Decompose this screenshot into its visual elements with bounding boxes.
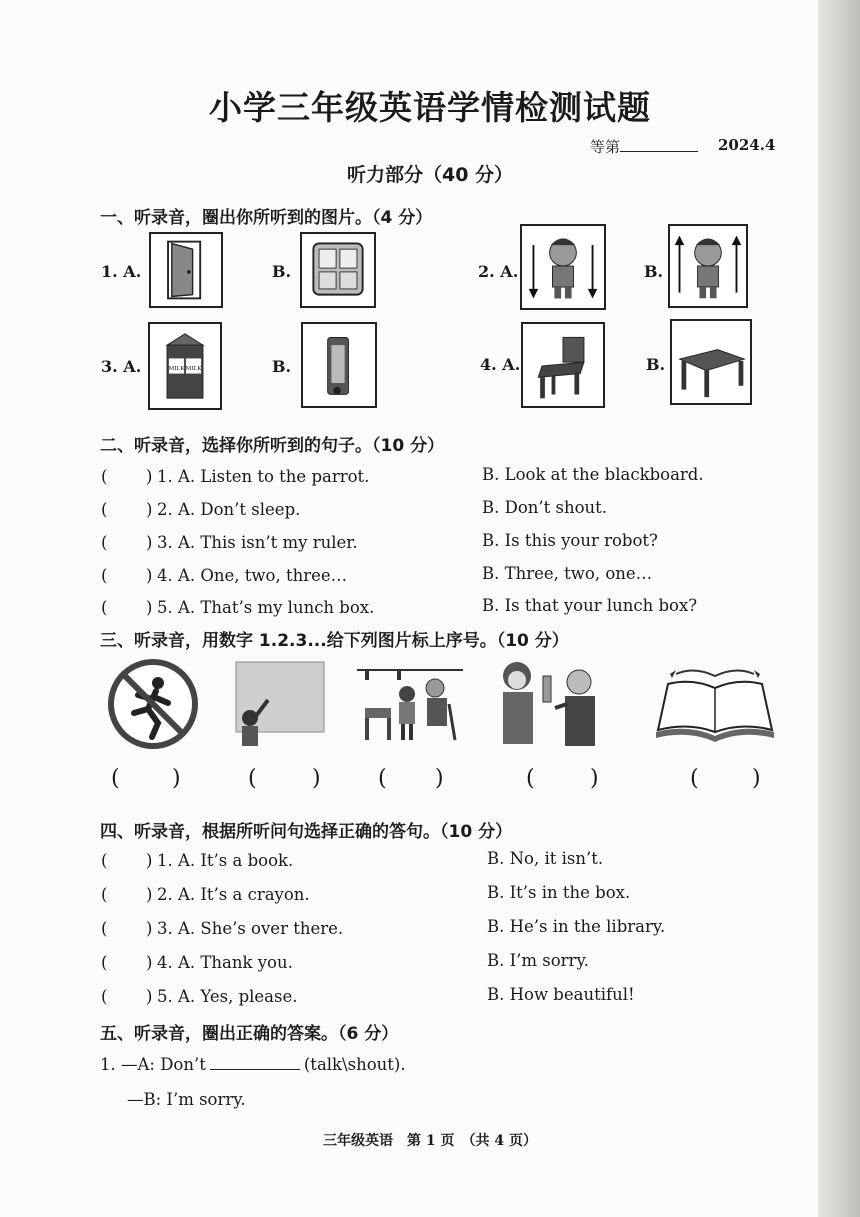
order-paren-close: ): [752, 766, 761, 791]
option-b: B. Don’t shout.: [482, 498, 608, 517]
answer-paren-open[interactable]: (: [101, 919, 108, 938]
grade-label: 等第: [590, 138, 621, 156]
option-a: 2. A. Don’t sleep.: [157, 500, 301, 519]
answer-paren-close: ): [146, 987, 153, 1006]
s5-q1-prefix: 1. —A: Don’t: [100, 1055, 206, 1074]
q1-b-label: B.: [272, 262, 292, 281]
answer-paren-close: ): [146, 919, 153, 938]
s5-q1-reply: —B: I’m sorry.: [127, 1090, 246, 1109]
helping-old-man-icon: [357, 664, 463, 742]
order-paren-open[interactable]: (: [111, 766, 120, 791]
order-paren-open[interactable]: (: [248, 766, 257, 791]
option-a: 4. A. One, two, three…: [157, 566, 348, 585]
s5-q1-blank[interactable]: [210, 1055, 300, 1070]
q4-b-label: B.: [646, 355, 666, 374]
option-b: B. Look at the blackboard.: [482, 465, 704, 484]
answer-paren-close: ): [146, 467, 153, 486]
q2-b-label: B.: [644, 262, 664, 281]
q2-a-label: 2. A.: [478, 262, 519, 281]
s5-q1-choices: (talk\shout).: [303, 1055, 406, 1074]
answer-paren-open[interactable]: (: [101, 987, 108, 1006]
option-b: B. I’m sorry.: [487, 951, 589, 970]
svg-text:MILK: MILK: [168, 365, 185, 372]
order-paren-close: ): [590, 766, 599, 791]
no-running-sign-icon: [104, 657, 202, 751]
answer-paren-close: ): [146, 566, 153, 585]
chair-icon: [521, 322, 605, 408]
section-subtitle: 听力部分（40 分）: [346, 164, 514, 186]
option-b: B. How beautiful!: [487, 985, 635, 1004]
q3-b-label: B.: [272, 357, 292, 376]
page-footer: 三年级英语 第 1 页 （共 4 页）: [323, 1133, 537, 1149]
section1-heading: 一、听录音，圈出你所听到的图片。（4 分）: [100, 208, 433, 228]
answer-paren-open[interactable]: (: [101, 885, 108, 904]
option-b: B. He’s in the library.: [487, 917, 666, 936]
option-a: 4. A. Thank you.: [157, 953, 293, 972]
order-paren-close: ): [312, 766, 321, 791]
s5-q1-line: [100, 1055, 406, 1074]
answer-paren-open[interactable]: (: [101, 467, 108, 486]
grade-field: [590, 136, 698, 157]
section2-heading: 二、听录音，选择你所听到的句子。（10 分）: [100, 436, 445, 456]
q4-a-label: 4. A.: [480, 355, 521, 374]
answer-paren-open[interactable]: (: [101, 953, 108, 972]
page-title: 小学三年级英语学情检测试题: [209, 88, 651, 127]
answer-paren-open[interactable]: (: [101, 533, 108, 552]
option-a: 5. A. That’s my lunch box.: [157, 598, 375, 617]
window-icon: [300, 232, 376, 308]
grade-blank: [620, 139, 698, 152]
option-b: B. It’s in the box.: [487, 883, 631, 902]
q3-a-label: 3. A.: [101, 357, 142, 376]
exam-date: 2024.4: [718, 136, 776, 154]
section5-heading: 五、听录音，圈出正确的答案。（6 分）: [100, 1024, 399, 1044]
option-a: 2. A. It’s a crayon.: [157, 885, 310, 904]
boy-arrows-down-icon: [520, 224, 606, 310]
answer-paren-open[interactable]: (: [101, 598, 108, 617]
answer-paren-close: ): [146, 885, 153, 904]
answer-paren-close: ): [146, 953, 153, 972]
girl-and-boy-talking-icon: [491, 656, 615, 748]
answer-paren-open[interactable]: (: [101, 500, 108, 519]
open-book-icon: [652, 660, 778, 744]
option-a: 3. A. This isn’t my ruler.: [157, 533, 358, 552]
option-a: 3. A. She’s over there.: [157, 919, 344, 938]
option-b: B. Is this your robot?: [482, 531, 658, 550]
option-a: 5. A. Yes, please.: [157, 987, 298, 1006]
answer-paren-open[interactable]: (: [101, 851, 108, 870]
q1-a-label: 1. A.: [101, 262, 142, 281]
order-paren-open[interactable]: (: [378, 766, 387, 791]
order-paren-close: ): [172, 766, 181, 791]
answer-paren-close: ): [146, 598, 153, 617]
answer-paren-close: ): [146, 533, 153, 552]
option-a: 1. A. Listen to the parrot.: [157, 467, 370, 486]
svg-text:MILK: MILK: [185, 365, 202, 372]
order-paren-open[interactable]: (: [526, 766, 535, 791]
milk-carton-icon: [148, 322, 222, 410]
answer-paren-close: ): [146, 500, 153, 519]
answer-paren-open[interactable]: (: [101, 566, 108, 585]
boy-at-blackboard-icon: [232, 660, 326, 748]
option-a: 1. A. It’s a book.: [157, 851, 294, 870]
answer-paren-close: ): [146, 851, 153, 870]
boy-arrows-up-icon: [668, 224, 748, 308]
order-paren-close: ): [435, 766, 444, 791]
door-icon: [149, 232, 223, 308]
section3-heading: 三、听录音，用数字 1.2.3...给下列图片标上序号。（10 分）: [100, 631, 569, 651]
order-paren-open[interactable]: (: [690, 766, 699, 791]
option-b: B. No, it isn’t.: [487, 849, 604, 868]
desk-icon: [670, 319, 752, 405]
option-b: B. Three, two, one…: [482, 564, 653, 583]
bottle-icon: [301, 322, 377, 408]
section4-heading: 四、听录音，根据所听问句选择正确的答句。（10 分）: [100, 822, 513, 842]
option-b: B. Is that your lunch box?: [482, 596, 698, 615]
